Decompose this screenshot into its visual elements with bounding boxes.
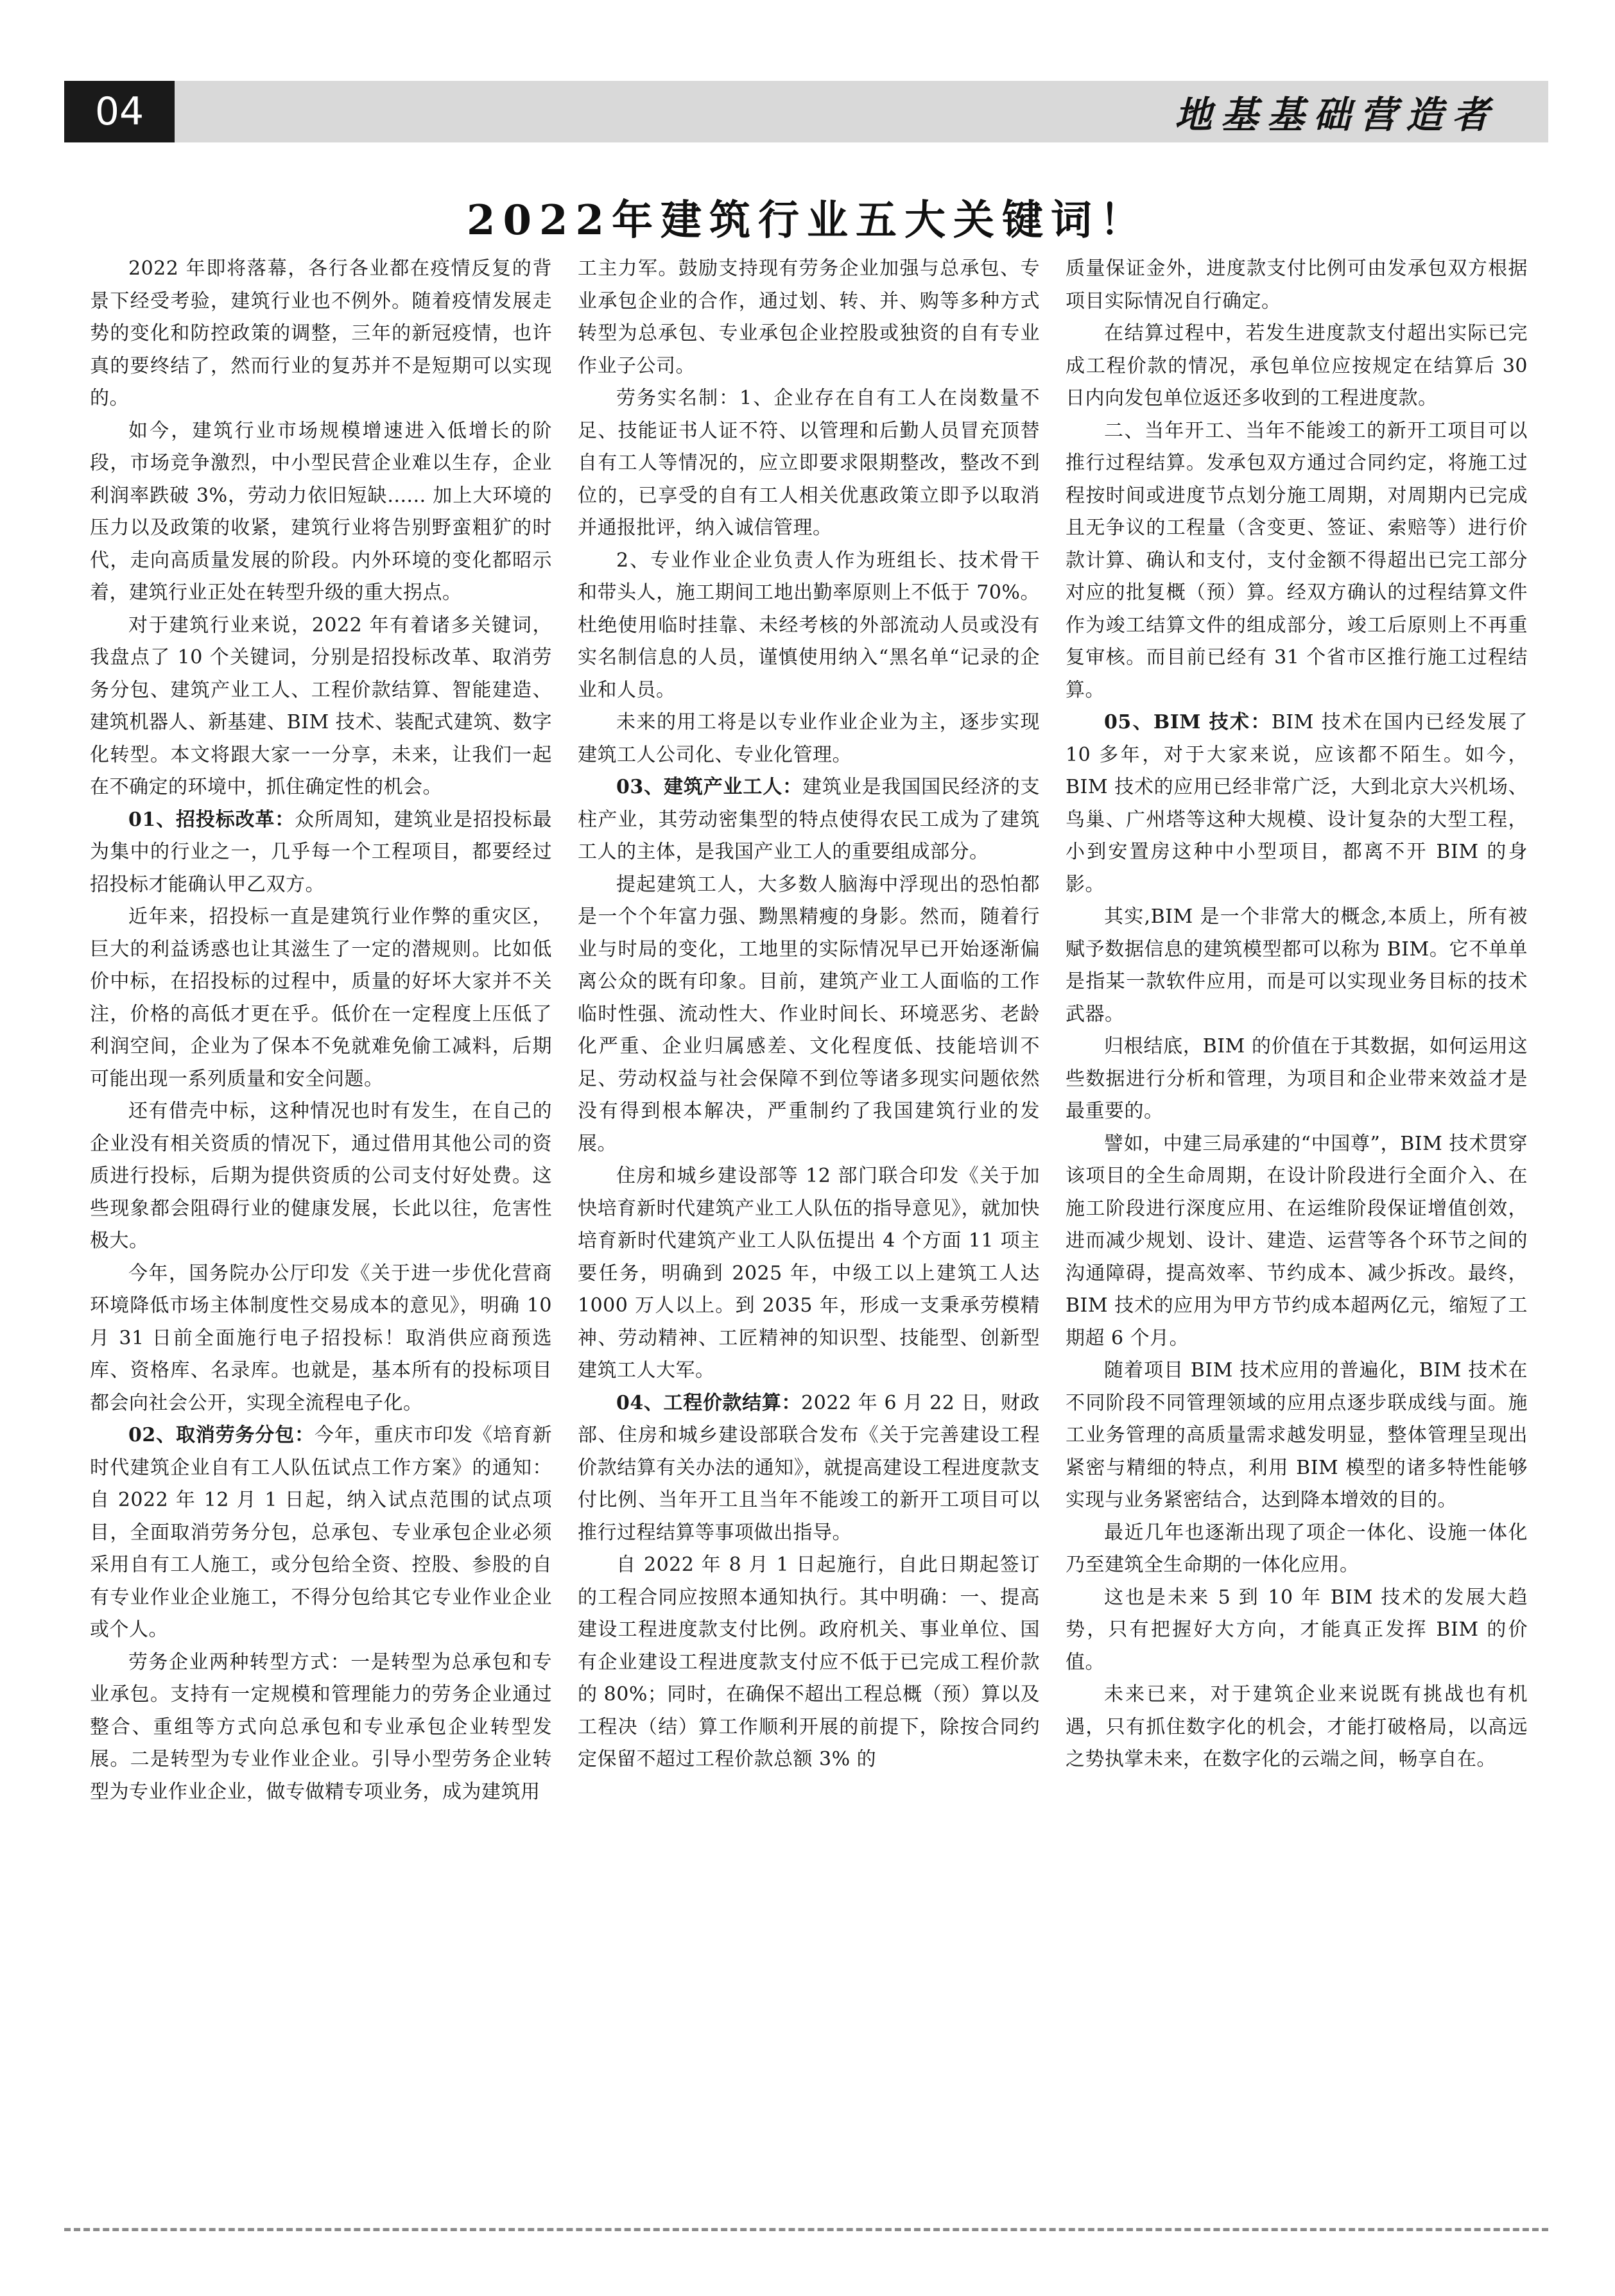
paragraph: 自 2022 年 8 月 1 日起施行，自此日期起签订的工程合同应按照本通知执行。其中明确：一、提高建设工程进度款支付比例。政府机关、事业单位、国有企业建设工程进度款支付应不低于已完成工程价款的 80%；同时，在确保不超出工程总概（预）算以及工程决（结）算工作顺利开展的前提下，除按合同约定保留不超过工程价款总额 3% 的 [578,1554,1040,1770]
paragraph: 今年，国务院办公厅印发《关于进一步优化营商环境降低市场主体制度性交易成本的意见》，明确 10 月 31 日前全面施行电子招投标！取消供应商预选库、资格库、名录库。也就是，基本所有的投标项目都会向社会公开，实现全流程电子化。 [90,1262,552,1414]
section-keyword: 02、取消劳务分包： [128,1424,315,1446]
paragraph: 04、工程价款结算：2022 年 6 月 22 日，财政部、住房和城乡建设部联合发布《关于完善建设工程价款结算有关办法的通知》，就提高建设工程进度款支付比例、当年开工且当年不能竣工的新开工项目可以推行过程结算等事项做出指导。 [578,1391,1040,1544]
page-header [64,81,1548,142]
section-keyword: 05、BIM 技术： [1104,711,1272,733]
paragraph: 劳务企业两种转型方式：一是转型为总承包和专业承包。支持有一定规模和管理能力的劳务企业通过整合、重组等方式向总承包和专业承包企业转型发展。二是转型为专业作业企业。引导小型劳务企业转型为专业作业企业，做专做精专项业务，成为建筑用 [90,1650,552,1803]
paragraph: 2022 年即将落幕，各行各业都在疫情反复的背景下经受考验，建筑行业也不例外。随着疫情发展走势的变化和防控政策的调整，三年的新冠疫情，也许真的要终结了，然而行业的复苏并不是短期可以实现的。 [90,257,552,409]
paragraph: 未来的用工将是以专业作业企业为主，逐步实现建筑工人公司化、专业化管理。 [578,711,1040,766]
paragraph: 02、取消劳务分包：今年，重庆市印发《培育新时代建筑企业自有工人队伍试点工作方案》的通知：自 2022 年 12 月 1 日起，纳入试点范围的试点项目，全面取消劳务分包，总承包、专业承包企业必须采用自有工人施工，或分包给全资、控股、参股的自有专业作业企业施工，不得分包给其它专业作业企业或个人。 [90,1424,552,1641]
paragraph: 随着项目 BIM 技术应用的普遍化，BIM 技术在不同阶段不同管理领域的应用点逐步联成线与面。施工业务管理的高质量需求越发明显，整体管理呈现出紧密与精细的特点，利用 BIM 模型的诸多特性能够实现与业务紧密结合，达到降本增效的目的。 [1066,1359,1528,1511]
paragraph: 05、BIM 技术：BIM 技术在国内已经发展了 10 多年，对于大家来说，应该都不陌生。如今，BIM 技术的应用已经非常广泛，大到北京大兴机场、鸟巢、广州塔等这种大规模、设计复杂的大型工程，小到安置房这种中小型项目，都离不开 BIM 的身影。 [1066,711,1528,896]
article-title: 2022年建筑行业五大关键词！ [466,196,1149,244]
paragraph: 工主力军。鼓励支持现有劳务企业加强与总承包、专业承包企业的合作，通过划、转、并、购等多种方式转型为总承包、专业承包企业控股或独资的自有专业作业子公司。 [578,257,1040,377]
paragraph: 质量保证金外，进度款支付比例可由发承包双方根据项目实际情况自行确定。 [1066,257,1528,313]
paragraph: 劳务实名制：1、企业存在自有工人在岗数量不足、技能证书人证不符、以管理和后勤人员冒充顶替自有工人等情况的，应立即要求限期整改，整改不到位的，已享受的自有工人相关优惠政策立即予以取消并通报批评，纳入诚信管理。 [578,387,1040,539]
text-column-3 [1066,253,1528,2178]
paragraph: 未来已来，对于建筑企业来说既有挑战也有机遇，只有抓住数字化的机会，才能打破格局，以高远之势执掌未来，在数字化的云端之间，畅享自在。 [1066,1683,1528,1770]
paragraph: 二、当年开工、当年不能竣工的新开工项目可以推行过程结算。发承包双方通过合同约定，将施工过程按时间或进度节点划分施工周期，对周期内已完成且无争议的工程量（含变更、签证、索赔等）进行价款计算、确认和支付，支付金额不得超出已完工部分对应的批复概（预）算。经双方确认的过程结算文件作为竣工结算文件的组成部分，竣工后原则上不再重复审核。而目前已经有 31 个省市区推行施工过程结算。 [1066,419,1528,701]
text-column-1 [90,253,552,2178]
paragraph: 住房和城乡建设部等 12 部门联合印发《关于加快培育新时代建筑产业工人队伍的指导意见》，就加快培育新时代建筑产业工人队伍提出 4 个方面 11 项主要任务，明确到 2025 年，中级工以上建筑工人达 1000 万人以上。到 2035 年，形成一支秉承劳模精神、劳动精神、工匠精神的知识型、技能型、创新型建筑工人大军。 [578,1165,1040,1382]
page-number: 04 [64,81,175,142]
section-keyword: 04、工程价款结算： [616,1391,802,1414]
paragraph: 如今，建筑行业市场规模增速进入低增长的阶段，市场竞争激烈，中小型民营企业难以生存，企业利润率跌破 3%，劳动力依旧短缺...... 加上大环境的压力以及政策的收紧，建筑行业将告别野蛮粗犷的时代，走向高质量发展的阶段。内外环境的变化都昭示着，建筑行业正处在转型升级的重大拐点。 [90,419,552,604]
paragraph: 03、建筑产业工人：建筑业是我国国民经济的支柱产业，其劳动密集型的特点使得农民工成为了建筑工人的主体，是我国产业工人的重要组成部分。 [578,776,1040,863]
paragraph: 提起建筑工人，大多数人脑海中浮现出的恐怕都是一个个年富力强、黝黑精瘦的身影。然而，随着行业与时局的变化，工地里的实际情况早已开始逐渐偏离公众的既有印象。目前，建筑产业工人面临的工作临时性强、流动性大、作业时间长、环境恶劣、老龄化严重、企业归属感差、文化程度低、技能培训不足、劳动权益与社会保障不到位等诸多现实问题依然没有得到根本解决，严重制约了我国建筑行业的发展。 [578,873,1040,1155]
footer-divider [64,2228,1548,2231]
paragraph: 譬如，中建三局承建的“中国尊”，BIM 技术贯穿该项目的全生命周期，在设计阶段进行全面介入、在施工阶段进行深度应用、在运维阶段保证增值创效，进而减少规划、设计、建造、运营等各个环节之间的沟通障碍，提高效率、节约成本、减少拆改。最终，BIM 技术的应用为甲方节约成本超两亿元，缩短了工期超 6 个月。 [1066,1132,1528,1349]
paragraph: 2、专业作业企业负责人作为班组长、技术骨干和带头人，施工期间工地出勤率原则上不低于 70%。杜绝使用临时挂靠、未经考核的外部流动人员或没有实名制信息的人员，谨慎使用纳入“黑名单“记录的企业和人员。 [578,549,1040,701]
text-column-2 [578,253,1040,2178]
paragraph: 归根结底，BIM 的价值在于其数据，如何运用这些数据进行分析和管理，为项目和企业带来效益才是最重要的。 [1066,1035,1528,1122]
paragraph: 最近几年也逐渐出现了项企一体化、设施一体化乃至建筑全生命期的一体化应用。 [1066,1521,1528,1576]
masthead: 地基基础营造者 [1174,93,1498,137]
paragraph: 01、招投标改革：众所周知，建筑业是招投标最为集中的行业之一，几乎每一个工程项目，都要经过招投标才能确认甲乙双方。 [90,808,552,896]
section-keyword: 03、建筑产业工人： [616,776,803,798]
paragraph: 在结算过程中，若发生进度款支付超出实际已完成工程价款的情况，承包单位应按规定在结算后 30 日内向发包单位返还多收到的工程进度款。 [1066,322,1528,409]
paragraph: 对于建筑行业来说，2022 年有着诸多关键词，我盘点了 10 个关键词，分别是招投标改革、取消劳务分包、建筑产业工人、工程价款结算、智能建造、建筑机器人、新基建、BIM 技术、装配式建筑、数字化转型。本文将跟大家一一分享，未来，让我们一起在不确定的环境中，抓住确定性的机会。 [90,613,552,798]
paragraph: 其实,BIM 是一个非常大的概念,本质上，所有被赋予数据信息的建筑模型都可以称为 BIM。它不单单是指某一款软件应用，而是可以实现业务目标的技术武器。 [1066,905,1528,1025]
paragraph: 近年来，招投标一直是建筑行业作弊的重灾区，巨大的利益诱惑也让其滋生了一定的潜规则。比如低价中标，在招投标的过程中，质量的好坏大家并不关注，价格的高低才更在乎。低价在一定程度上压低了利润空间，企业为了保本不免就难免偷工减料，后期可能出现一系列质量和安全问题。 [90,905,552,1090]
paragraph: 这也是未来 5 到 10 年 BIM 技术的发展大趋势，只有把握好大方向，才能真正发挥 BIM 的价值。 [1066,1586,1528,1674]
paragraph: 还有借壳中标，这种情况也时有发生，在自己的企业没有相关资质的情况下，通过借用其他公司的资质进行投标，后期为提供资质的公司支付好处费。这些现象都会阻碍行业的健康发展，长此以往，危害性极大。 [90,1100,552,1252]
header-band [175,81,1548,142]
section-keyword: 01、招投标改革： [128,808,295,831]
